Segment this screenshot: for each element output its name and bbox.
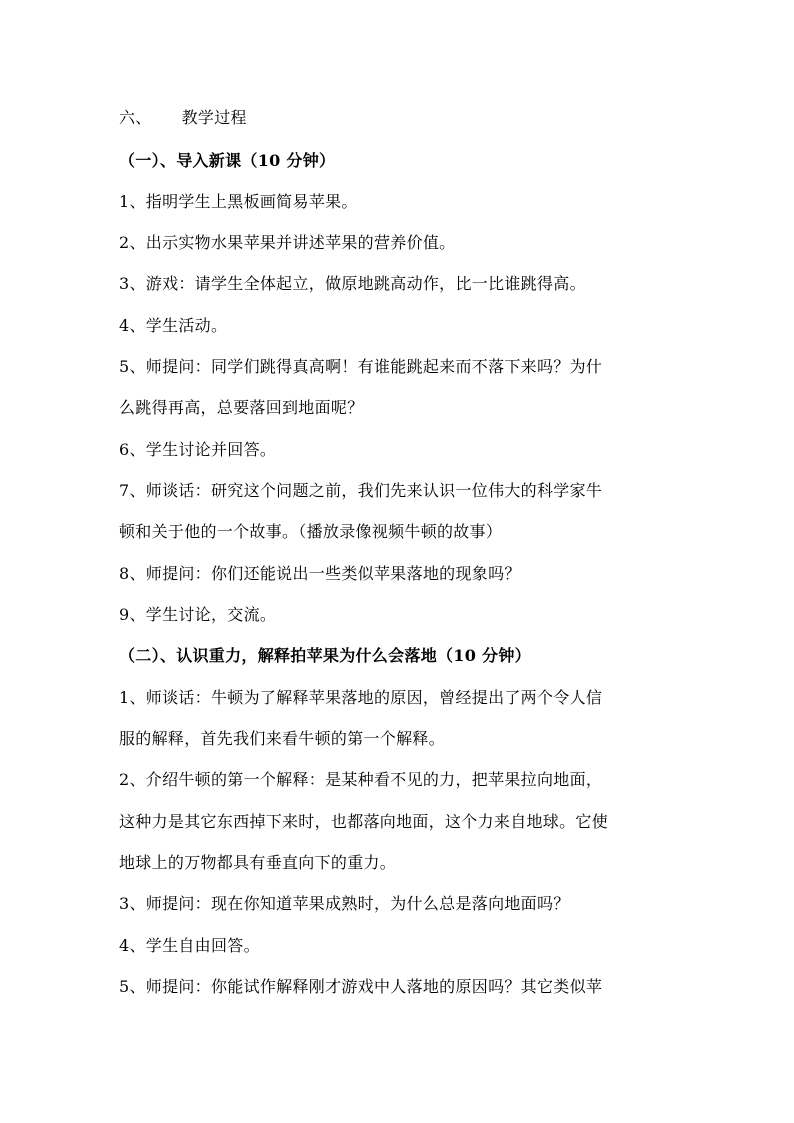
paragraph-line: 3、师提问：现在你知道苹果成熟时，为什么总是落向地面吗？ <box>119 894 570 913</box>
paragraph-line: 4、学生自由回答。 <box>119 936 260 955</box>
paragraph-line: 4、学生活动。 <box>119 316 228 335</box>
section-title: 教学过程 <box>181 108 247 127</box>
subheading-intro: （一）、导入新课（10 分钟） <box>119 151 336 170</box>
paragraph-line: 2、介绍牛顿的第一个解释：是某种看不见的力，把苹果拉向地面， <box>119 770 603 789</box>
paragraph-line: 3、游戏：请学生全体起立，做原地跳高动作，比一比谁跳得高。 <box>119 274 586 293</box>
paragraph-line: 5、师提问：你能试作解释刚才游戏中人落地的原因吗？其它类似苹 <box>119 977 603 996</box>
paragraph-line: 2、出示实物水果苹果并讲述苹果的营养价值。 <box>119 233 456 252</box>
paragraph-line: 1、师谈话：牛顿为了解释苹果落地的原因，曾经提出了两个令人信 <box>119 688 603 707</box>
paragraph-line: 这种力是其它东西掉下来时，也都落向地面，这个力来自地球。它使 <box>119 812 609 831</box>
paragraph-line: 地球上的万物都具有垂直向下的重力。 <box>119 853 397 872</box>
subheading-gravity: （二）、认识重力，解释拍苹果为什么会落地（10 分钟） <box>119 646 531 665</box>
paragraph-line: 5、师提问：同学们跳得真高啊！有谁能跳起来而不落下来吗？为什 <box>119 357 603 376</box>
paragraph-line: 么跳得再高，总要落回到地面呢？ <box>119 398 364 417</box>
paragraph-line: 1、指明学生上黑板画简易苹果。 <box>119 192 358 211</box>
paragraph-line: 7、师谈话：研究这个问题之前，我们先来认识一位伟大的科学家牛 <box>119 481 603 500</box>
paragraph-line: 8、师提问：你们还能说出一些类似苹果落地的现象吗？ <box>119 564 521 583</box>
paragraph-line: 9、学生讨论，交流。 <box>119 605 277 624</box>
paragraph-line: 顿和关于他的一个故事。（播放录像视频牛顿的故事） <box>119 522 503 541</box>
paragraph-line: 服的解释，首先我们来看牛顿的第一个解释。 <box>119 729 446 748</box>
section-number: 六、 <box>119 108 152 127</box>
paragraph-line: 6、学生讨论并回答。 <box>119 440 277 459</box>
section-heading <box>119 108 679 128</box>
